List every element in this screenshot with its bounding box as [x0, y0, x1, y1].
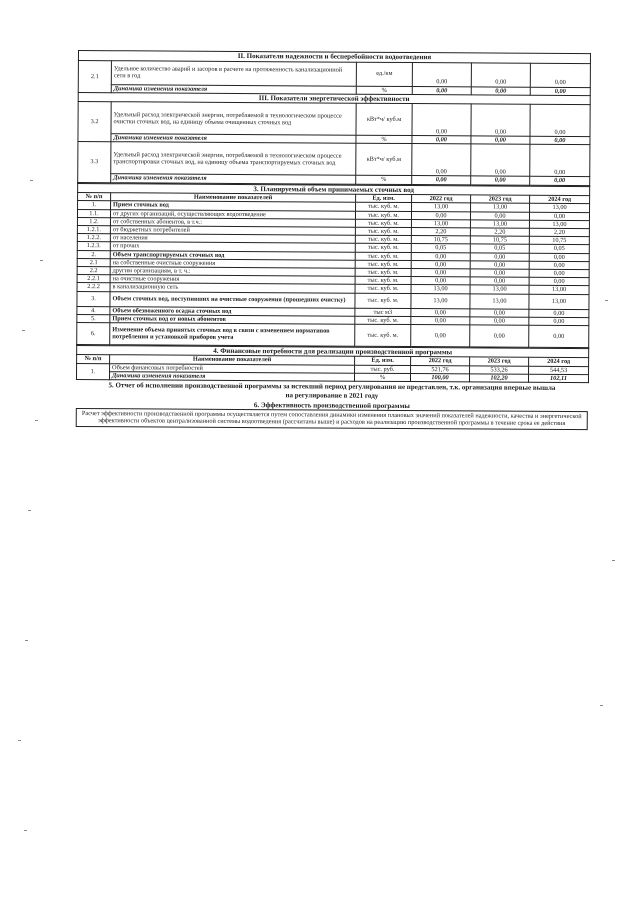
header-name: Наименование показателей — [110, 355, 355, 365]
value-2023: 13,00 — [470, 220, 529, 229]
value-2022: 13,00 — [411, 285, 470, 294]
value-2024: 13,00 — [529, 294, 589, 309]
row-number: 1.2.3. — [77, 242, 110, 250]
value-2024: 0,00 — [529, 317, 589, 326]
financial-table — [76, 345, 589, 383]
value-2024: 13,00 — [529, 286, 589, 295]
header-num: № п/п — [77, 355, 110, 363]
value-2023: 0,00 — [470, 317, 529, 326]
row-number: 2. — [77, 250, 110, 258]
dynamics-label: Динамика изменения показателя — [109, 372, 354, 382]
value-2023: 0,00 — [470, 308, 529, 317]
header-2023: 2023 год — [470, 357, 529, 366]
value-2024: 10,75 — [529, 236, 589, 245]
header-2023: 2023 год — [471, 195, 530, 204]
indicator-unit: тыс. куб. м. — [355, 285, 411, 294]
row-number: 1. — [78, 201, 111, 209]
value-2023: 2,20 — [470, 228, 529, 237]
dynamics-2024: 102,11 — [528, 374, 588, 383]
row-number: 1.2.1. — [77, 225, 110, 233]
value-2024: 0,00 — [530, 63, 590, 87]
row-number: 4. — [77, 306, 110, 314]
indicator-name: Объем обезвоженного осадка сточных вод — [110, 306, 355, 316]
dynamics-label: Динамика изменения показателя — [111, 174, 356, 184]
wastewater-volume-table — [76, 183, 590, 348]
value-2024: 0,00 — [529, 261, 589, 270]
header-2022: 2022 год — [412, 195, 471, 204]
indicator-unit: тыс. куб. м. — [356, 203, 412, 212]
row-number: 3. — [77, 291, 110, 306]
dynamics-2024: 0,00 — [530, 177, 590, 186]
header-num: № п/п — [78, 193, 111, 201]
value-2022: 0,05 — [411, 244, 470, 253]
row-number: 6. — [77, 322, 110, 344]
value-2022: 0,00 — [412, 104, 471, 136]
row-number: 3.3 — [78, 142, 111, 182]
dynamics-label: Динамика изменения показателя — [111, 134, 356, 144]
row-number: 2.2 — [77, 266, 110, 274]
indicator-name: на собственные очистные сооружения — [110, 258, 355, 268]
value-2022: 13,00 — [411, 219, 470, 228]
volume-rows — [77, 201, 590, 348]
value-2024: 2,20 — [529, 228, 589, 237]
indicator-unit: тыс. руб. — [355, 365, 411, 374]
row-number: 1. — [76, 363, 109, 380]
indicator-name: Прием сточных вод от новых абонентов — [110, 314, 355, 324]
indicator-unit: тыс. куб. м. — [355, 244, 411, 253]
dynamics-2023: 0,00 — [471, 176, 530, 185]
indicator-name: Изменение объема принятых сточных вод в связи с изменением нормативов потребления и установкой приборов учета — [110, 323, 355, 346]
indicator-unit: ед./км — [356, 62, 412, 86]
value-2024: 544,53 — [529, 366, 589, 375]
value-2022: 0,00 — [411, 252, 470, 261]
indicator-name: Удельный расход электрической энергии, потребляемой в технологическом процессе очистки сточных вод, на единицу объема очищенных сточных вод — [111, 102, 356, 135]
dynamics-unit: % — [356, 135, 412, 144]
document-page — [76, 50, 590, 430]
indicator-name: от населения — [110, 234, 355, 244]
header-2024: 2024 год — [530, 195, 590, 204]
indicator-unit: кВт*ч/ куб.м — [356, 103, 412, 135]
row-number: 2.1 — [78, 60, 111, 92]
indicator-unit: тыс. куб. м. — [355, 268, 411, 277]
value-2022: 521,76 — [411, 365, 470, 374]
header-2022: 2022 год — [411, 357, 470, 366]
indicator-name: Объем финансовых потребностей — [110, 363, 355, 373]
value-2023: 0,00 — [471, 104, 530, 136]
section4-title: 4. Финансовые потребности для реализации производственной программы — [77, 345, 589, 358]
dynamics-2022: 100,00 — [410, 373, 469, 382]
value-2022: 0,00 — [411, 268, 470, 277]
value-2022: 0,00 — [412, 62, 471, 86]
dynamics-2022: 0,00 — [412, 136, 471, 145]
indicator-unit: тыс. куб. м. — [355, 227, 411, 236]
header-2024: 2024 год — [529, 358, 589, 367]
value-2024: 0,00 — [529, 269, 589, 278]
indicator-unit: тыс. куб. м. — [355, 252, 411, 261]
indicator-name: другим организациям, в т. ч.: — [110, 267, 355, 277]
indicators-table — [77, 50, 591, 186]
indicator-unit: тыс. куб. м. — [355, 276, 411, 285]
value-2022: 13,00 — [411, 293, 470, 308]
value-2024: 0,00 — [529, 253, 589, 262]
header-unit: Ед. изм. — [356, 194, 412, 203]
value-2022: 0,00 — [411, 277, 470, 286]
indicator-name: в канализационную сеть — [110, 283, 355, 293]
row-number: 2.2.2 — [77, 283, 110, 291]
section2-title: II. Показатели надежности и бесперебойности водоотведения — [78, 51, 590, 64]
section6-title: 6. Эффективность производственной программы — [253, 401, 410, 411]
indicator-name: Прием сточных вод — [111, 201, 356, 211]
value-2023: 533,26 — [470, 366, 529, 375]
dynamics-2024: 0,00 — [530, 136, 590, 145]
header-unit: Ед. изм. — [355, 357, 411, 366]
value-2024: 0,05 — [529, 245, 589, 254]
value-2022: 0,00 — [411, 260, 470, 269]
indicator-unit: тыс. куб. м. — [355, 235, 411, 244]
value-2024: 13,00 — [529, 220, 589, 229]
value-2024: 0,00 — [530, 145, 590, 177]
row-number: 1.2. — [77, 217, 110, 225]
value-2023: 0,00 — [470, 277, 529, 286]
dynamics-2022: 0,00 — [412, 86, 471, 95]
value-2022: 2,20 — [411, 227, 470, 236]
indicator-name: Объем транспортируемых сточных вод — [110, 250, 355, 260]
value-2024: 0,00 — [529, 277, 589, 286]
value-2022: 0,00 — [411, 308, 470, 317]
dynamics-2023: 0,00 — [471, 86, 530, 95]
dynamics-unit: % — [356, 176, 412, 185]
value-2022: 0,00 — [411, 211, 470, 220]
header-name: Наименование показателей — [111, 193, 356, 203]
value-2023: 10,75 — [470, 236, 529, 245]
row-number: 2.1 — [77, 258, 110, 266]
row-number: 3.2 — [78, 102, 111, 142]
indicator-name: на очистные сооружения — [110, 275, 355, 285]
row-number: 1.1. — [77, 209, 110, 217]
indicator-name: от собственных абонентов, в т.ч.: — [110, 217, 355, 227]
row-number: 2.2.1 — [77, 275, 110, 283]
section5-report-note: 5. Отчет об исполнении производственной программы за истекший период регулирования не представлен, т.к. организация впервые вышла на регулирование в 2021 году — [108, 381, 556, 400]
value-2024: 0,00 — [529, 212, 589, 221]
volume-row — [77, 322, 589, 347]
indicator-unit: тыс. куб. м. — [355, 316, 411, 325]
value-2023: 13,00 — [471, 203, 530, 212]
value-2022: 0,00 — [411, 316, 470, 325]
value-2023: 13,00 — [470, 293, 529, 308]
section3-energy-title: III. Показатели энергетической эффективности — [78, 92, 590, 105]
dynamics-unit: % — [356, 86, 412, 95]
value-2022: 0,00 — [411, 324, 470, 346]
value-2024: 0,00 — [530, 104, 590, 136]
dynamics-2023: 0,00 — [471, 136, 530, 145]
value-2023: 0,00 — [470, 261, 529, 270]
dynamics-label: Динамика изменения показателя — [111, 84, 356, 94]
indicator-name: от прочих — [110, 242, 355, 252]
value-2023: 0,00 — [470, 211, 529, 220]
indicator-unit: тыс. куб. м. — [355, 293, 411, 308]
value-2023: 0,00 — [471, 144, 530, 176]
dynamics-unit: % — [354, 373, 410, 382]
dynamics-2023: 102,20 — [469, 374, 528, 383]
indicator-unit: тыс. куб. м. — [355, 211, 411, 220]
value-2023: 0,00 — [470, 269, 529, 278]
section3-title: 3. Планируемый объем принимаемых сточных вод — [78, 183, 590, 196]
dynamics-2024: 0,00 — [530, 87, 590, 96]
indicator-unit: кВт*ч/ куб.м — [356, 144, 412, 176]
value-2023: 0,00 — [470, 325, 529, 347]
indicator-unit: тыс. куб. м. — [355, 324, 411, 346]
value-2022: 13,00 — [412, 203, 471, 212]
row-number: 5. — [77, 314, 110, 322]
value-2022: 10,75 — [411, 236, 470, 245]
value-2023: 0,00 — [471, 62, 530, 86]
row-number: 1.2.2. — [77, 234, 110, 242]
dynamics-2022: 0,00 — [412, 176, 471, 185]
indicator-name: Объем сточных вод, поступивших на очистные сооружения (прошедших очистку) — [110, 291, 355, 307]
indicator-name: Удельный расход электрической энергии, потребляемой в технологическом процессе транспортировки сточных вод, на единицу объема транспортируемых сточных вод — [111, 142, 356, 175]
value-2023: 0,00 — [470, 252, 529, 261]
indicator-unit: тыс м3 — [355, 308, 411, 317]
indicator-unit: тыс. куб. м. — [355, 219, 411, 228]
indicator-name: от других организаций, осуществляющих водоотведение — [110, 209, 355, 219]
value-2024: 0,00 — [529, 309, 589, 318]
indicator-name: Удельное количество аварий и засоров в расчете на протяженность канализационной сети в год — [111, 60, 356, 85]
indicator-unit: тыс. куб. м. — [355, 260, 411, 269]
indicator-name: от бюджетных потребителей — [110, 226, 355, 236]
value-2023: 0,05 — [470, 244, 529, 253]
value-2024: 13,00 — [530, 204, 590, 213]
section6-text: Расчет эффективности производственной программы осуществляется путем сопоставления динамики изменения плановых значений показателей надежности, качества и энергетической эффективности объектов централизованной системы водоотведения (рассчитаны выше) и расходов на реализацию производственной программы в течение срока ее действия — [76, 408, 588, 430]
value-2023: 13,00 — [470, 285, 529, 294]
value-2022: 0,00 — [412, 144, 471, 176]
value-2024: 0,00 — [529, 325, 589, 347]
